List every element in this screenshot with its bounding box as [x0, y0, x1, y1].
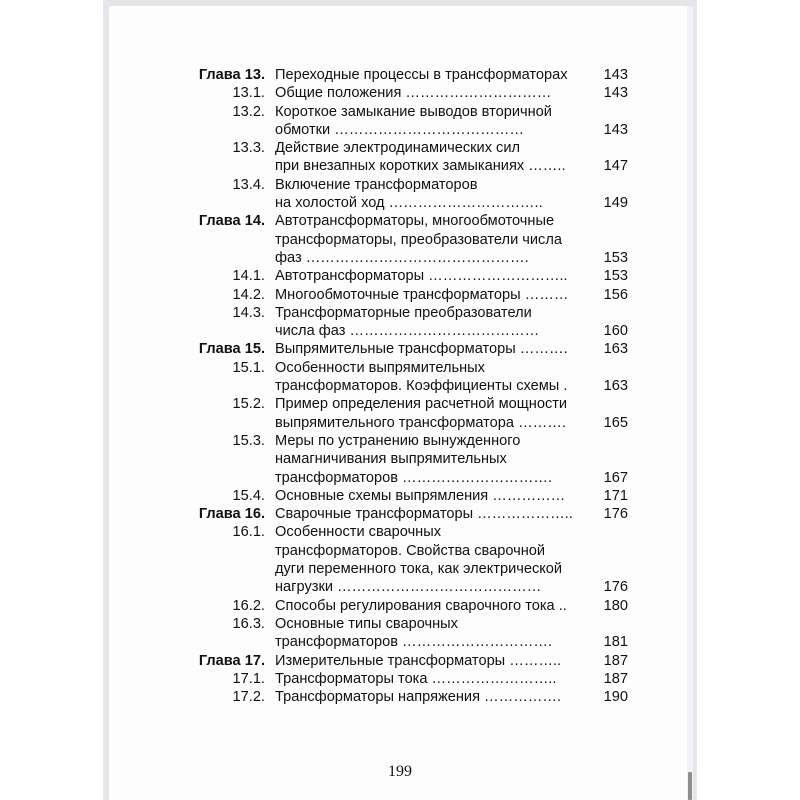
entry-title: Трансформаторы тока …………………….. [275, 670, 557, 687]
entry-page-number: 143 [603, 67, 628, 83]
entry-number: 17.2. [232, 689, 265, 706]
entry-number: Глава 16. [198, 506, 265, 523]
entry-title: Трансформаторы напряжения ……………. [275, 689, 562, 706]
toc-chapter-entry[interactable] [187, 505, 633, 523]
entry-title: Меры по устранению вынужденного намагничивания выпрямительных трансформаторов …………………………. [275, 432, 553, 486]
entry-number: 16.3. [232, 615, 265, 632]
toc-section-entry[interactable] [187, 688, 633, 706]
entry-page-number: 149 [603, 195, 628, 212]
entry-page-number: 143 [603, 85, 628, 102]
entry-page-number: 171 [603, 487, 628, 504]
toc-section-entry[interactable] [187, 670, 633, 688]
entry-page-number: 163 [603, 378, 628, 395]
toc-section-entry[interactable] [187, 432, 633, 487]
entry-page-number: 147 [603, 158, 628, 175]
entry-page-number: 153 [603, 249, 628, 266]
entry-number: Глава 17. [198, 652, 265, 669]
toc-chapter-entry[interactable] [187, 66, 633, 84]
entry-number: Глава 15. [198, 341, 265, 358]
entry-number: 13.4. [232, 176, 265, 193]
toc-chapter-entry[interactable] [187, 652, 633, 670]
toc-section-entry[interactable] [187, 615, 633, 652]
toc-section-entry[interactable] [187, 139, 633, 176]
entry-number: 16.2. [232, 597, 265, 614]
toc-section-entry[interactable] [187, 359, 633, 396]
entry-title: Способы регулирования сварочного тока .. [275, 597, 567, 614]
entry-number: 13.1. [232, 85, 265, 102]
entry-title: Измерительные трансформаторы ……….. [275, 652, 562, 669]
entry-page-number: 176 [603, 579, 628, 596]
entry-number: 14.2. [232, 286, 265, 303]
toc-chapter-entry[interactable] [187, 212, 633, 267]
entry-number: Глава 14. [198, 213, 265, 230]
entry-page-number: 156 [603, 286, 628, 303]
entry-number: 15.3. [232, 432, 265, 449]
entry-number: 13.3. [232, 140, 265, 157]
entry-title: Особенности выпрямительных трансформаторов. Коэффициенты схемы . [275, 359, 568, 395]
entry-page-number: 163 [603, 341, 628, 358]
toc-section-entry[interactable] [187, 286, 633, 304]
entry-title: Особенности сварочных трансформаторов. Свойства сварочной дуги переменного тока, как электрической нагрузки …………………………………… [275, 524, 563, 596]
entry-page-number: 187 [603, 670, 628, 687]
entry-page-number: 187 [603, 652, 628, 669]
entry-page-number: 167 [603, 469, 628, 486]
scrollbar-track[interactable] [687, 6, 693, 800]
scrollbar-thumb[interactable] [688, 772, 692, 800]
entry-title: Основные схемы выпрямления …………… [275, 487, 566, 504]
entry-number: 17.1. [232, 670, 265, 687]
toc-section-entry[interactable] [187, 523, 633, 596]
entry-page-number: 181 [603, 634, 628, 651]
entry-title: Основные типы сварочных трансформаторов …………………………. [275, 615, 553, 651]
entry-title: Переходные процессы в трансформаторах [275, 67, 568, 83]
entry-page-number: 153 [603, 268, 628, 285]
entry-title: Трансформаторные преобразователи числа фаз ………………………………… [275, 304, 540, 340]
toc-section-entry[interactable] [187, 597, 633, 615]
entry-page-number: 143 [603, 121, 628, 138]
toc-section-entry[interactable] [187, 176, 633, 213]
entry-title: Многообмоточные трансформаторы ……… [275, 286, 569, 303]
entry-title: Выпрямительные трансформаторы ………. [275, 341, 568, 358]
entry-number: Глава 13. [198, 67, 265, 83]
entry-number: 15.1. [232, 359, 265, 376]
entry-number: 16.1. [232, 524, 265, 541]
entry-title: Действие электродинамических сил при внезапных коротких замыканиях …….. [275, 140, 566, 175]
entry-title: Включение трансформаторов на холостой ход ………………………….. [275, 176, 543, 212]
entry-number: 14.3. [232, 304, 265, 321]
entry-number: 14.1. [232, 268, 265, 285]
entry-page-number: 180 [603, 597, 628, 614]
toc-section-entry[interactable] [187, 395, 633, 432]
entry-number: 15.4. [232, 487, 265, 504]
entry-title: Пример определения расчетной мощности выпрямительного трансформатора ………. [275, 396, 568, 431]
entry-page-number: 190 [603, 689, 628, 706]
entry-page-number: 176 [603, 506, 628, 523]
entry-title: Короткое замыкание выводов вторичной обмотки ………………………………… [275, 103, 552, 138]
entry-title: Сварочные трансформаторы ……………….. [275, 506, 573, 523]
toc-section-entry[interactable] [187, 84, 633, 102]
entry-number: 13.2. [232, 103, 265, 120]
entry-title: Автотрансформаторы ……………………….. [275, 268, 568, 285]
entry-title: Автотрансформаторы, многообмоточные трансформаторы, преобразователи числа фаз ………………………………………. [275, 213, 562, 266]
page-number: 199 [388, 763, 412, 780]
entry-number: 15.2. [232, 396, 265, 413]
toc-section-entry[interactable] [187, 487, 633, 505]
toc-section-entry[interactable] [187, 304, 633, 341]
entry-page-number: 165 [603, 414, 628, 431]
toc-section-entry[interactable] [187, 103, 633, 140]
toc-section-entry[interactable] [187, 267, 633, 285]
entry-page-number: 160 [603, 323, 628, 340]
toc-chapter-entry[interactable] [187, 340, 633, 358]
table-of-contents [187, 66, 633, 706]
entry-title: Общие положения ………………………… [275, 85, 552, 102]
